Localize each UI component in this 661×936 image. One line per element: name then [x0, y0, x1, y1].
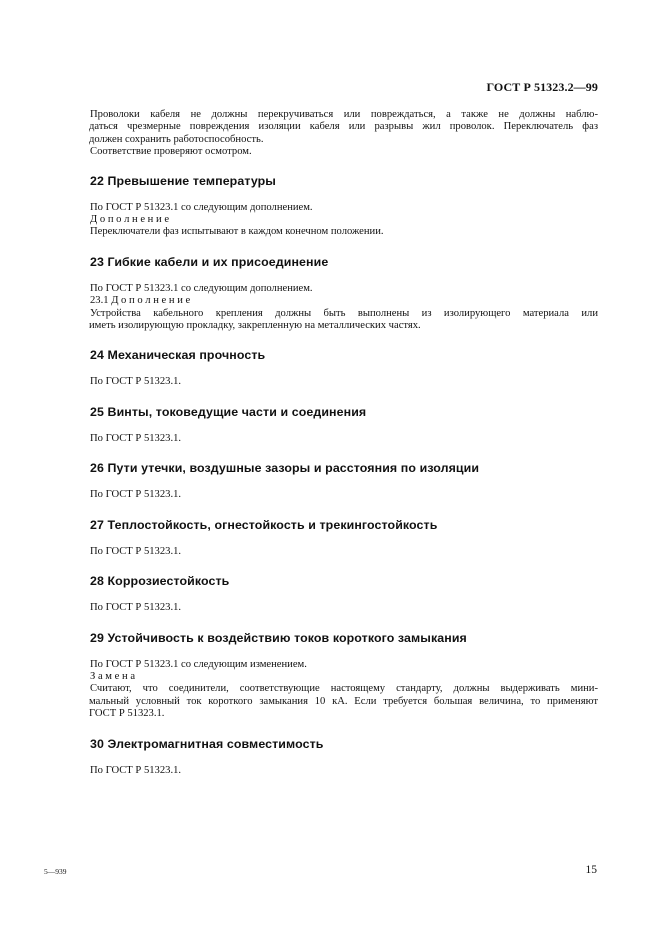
- section-26-text: По ГОСТ Р 51323.1.: [90, 489, 182, 501]
- intro-line: должен сохранить работоспособность.: [89, 133, 264, 145]
- intro-line: Соответствие проверяют осмотром.: [90, 146, 252, 158]
- section-28-text: По ГОСТ Р 51323.1.: [90, 602, 182, 614]
- section-27-heading: 27 Теплостойкость, огнестойкость и трекингостойкость: [90, 517, 438, 532]
- section-29-text: ГОСТ Р 51323.1.: [89, 708, 165, 720]
- intro-line: Проволоки кабеля не должны перекручиваться или повреждаться, а также не должны наблю-: [90, 109, 598, 120]
- document-body: [90, 109, 598, 777]
- section-25-text: По ГОСТ Р 51323.1.: [90, 432, 182, 444]
- section-29-text: З а м е н а: [90, 670, 136, 682]
- section-25-heading: 25 Винты, токоведущие части и соединения: [90, 404, 367, 419]
- section-23-heading: 23 Гибкие кабели и их присоединение: [90, 254, 329, 269]
- section-28-heading: 28 Коррозиестойкость: [90, 574, 230, 589]
- section-24-text: По ГОСТ Р 51323.1.: [90, 376, 182, 388]
- section-29-text: Считают, что соединители, соответствующие настоящему стандарту, должны выдерживать мини-: [90, 683, 598, 695]
- page-number: 15: [585, 864, 597, 876]
- section-22-heading: 22 Превышение температуры: [90, 173, 276, 188]
- section-30-text: По ГОСТ Р 51323.1.: [90, 764, 182, 776]
- section-24-heading: 24 Механическая прочность: [90, 348, 266, 363]
- intro-line: даться чрезмерные повреждения изоляции кабеля или разрывы жил проволок. Переключатель фаз: [89, 121, 598, 133]
- print-code: 5—939: [44, 867, 67, 876]
- section-23-text: иметь изолирующую прокладку, закрепленную на металлических частях.: [89, 320, 421, 332]
- section-22-text: Д о п о л н е н и е: [90, 214, 170, 226]
- section-29-text: мальный условный ток короткого замыкания 10 кА. Если требуется большая величина, то применяют: [89, 695, 598, 707]
- section-23-text: Устройства кабельного крепления должны быть выполнены из изолирующего материала или: [90, 307, 598, 319]
- section-29-heading: 29 Устойчивость к воздействию токов короткого замыкания: [90, 630, 467, 645]
- section-23-text: 23.1 Д о п о л н е н и е: [90, 295, 191, 307]
- section-22-text: Переключатели фаз испытывают в каждом конечном положении.: [90, 226, 384, 238]
- section-22-text: По ГОСТ Р 51323.1 со следующим дополнением.: [90, 201, 313, 213]
- section-29-text: По ГОСТ Р 51323.1 со следующим изменением.: [90, 658, 307, 670]
- section-27-text: По ГОСТ Р 51323.1.: [90, 545, 182, 557]
- section-30-heading: 30 Электромагнитная совместимость: [90, 736, 324, 751]
- section-23-text: По ГОСТ Р 51323.1 со следующим дополнением.: [90, 282, 313, 294]
- document-id-header: ГОСТ Р 51323.2—99: [486, 80, 598, 94]
- section-26-heading: 26 Пути утечки, воздушные зазоры и расстояния по изоляции: [90, 461, 480, 476]
